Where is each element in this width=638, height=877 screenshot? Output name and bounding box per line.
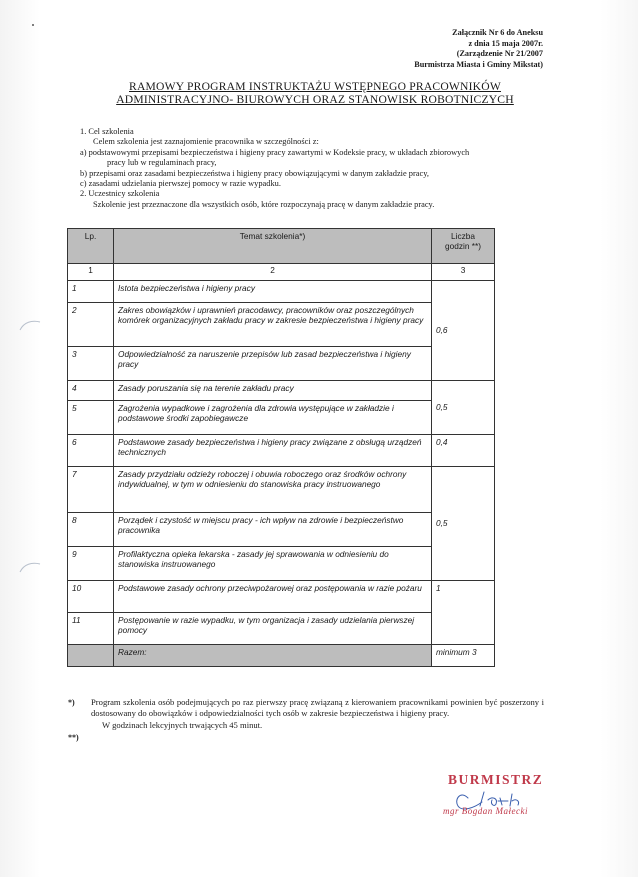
footnote-2: W godzinach lekcyjnych trwających 45 minut.	[102, 719, 263, 730]
total-value: minimum 3	[432, 645, 495, 667]
section-1-text: Celem szkolenia jest zaznajomienie pracownika w szczególności z:	[93, 137, 319, 147]
row-topic: Podstawowe zasady ochrony przeciwpożarowej oraz postępowania w razie pożaru	[114, 581, 432, 613]
annex-line: Załącznik Nr 6 do Aneksu	[452, 28, 543, 37]
header-hours-line-2: godzin **)	[445, 241, 481, 251]
section-1-item-b: b) przepisami oraz zasadami bezpieczeństwa i higieny pracy obowiązującymi w danym zakładzie pracy,	[80, 168, 429, 178]
row-topic: Profilaktyczna opieka lekarska - zasady jej sprawowania w odniesieniu do stanowiska instruowanego	[114, 547, 432, 581]
stamp-title: BURMISTRZ	[448, 772, 544, 787]
table-row	[68, 401, 495, 435]
row-topic: Zakres obowiązków i uprawnień pracodawcy, pracowników oraz poszczególnych komórek organizacyjnych zakładu pracy w zakresie bezpieczeństwa i higieny pracy	[114, 303, 432, 347]
intro-section	[80, 127, 560, 210]
signature-icon	[440, 772, 560, 827]
table-row	[68, 547, 495, 581]
row-lp: 9	[68, 547, 114, 581]
header-lp: Lp.	[68, 229, 114, 264]
section-1-heading: 1. Cel szkolenia	[80, 127, 134, 136]
mayor-stamp	[440, 772, 560, 827]
row-lp: 1	[68, 281, 114, 303]
header-hours-line-1: Liczba	[451, 231, 475, 241]
scan-speck-icon	[28, 20, 38, 30]
table-row	[68, 613, 495, 645]
section-1-item-a: a) podstawowymi przepisami bezpieczeństwa i higieny pracy zawartymi w Kodeksie pracy, w układach zbiorowych	[80, 147, 470, 157]
training-program-table	[67, 228, 495, 667]
section-2-heading: 2. Uczestnicy szkolenia	[80, 189, 160, 199]
header-topic: Temat szkolenia*)	[114, 229, 432, 264]
annex-line: (Zarządzenie Nr 21/2007	[456, 49, 543, 58]
footnote-mark-2: **)	[68, 733, 79, 742]
header-hours	[432, 229, 495, 264]
row-topic: Podstawowe zasady bezpieczeństwa i higieny pracy związane z obsługą urządzeń technicznych	[114, 435, 432, 467]
column-number: 3	[432, 264, 495, 281]
row-lp: 3	[68, 347, 114, 381]
table-row	[68, 435, 495, 467]
row-lp: 11	[68, 613, 114, 645]
table-row	[68, 347, 495, 381]
row-lp: 10	[68, 581, 114, 613]
stamp-name: mgr Bogdan Małecki	[443, 806, 528, 816]
hole-punch-mark-icon	[18, 560, 42, 574]
row-lp: 5	[68, 401, 114, 435]
row-topic: Zasady przydziału odzieży roboczej i obuwia roboczego oraz środków ochrony indywidualnej, w tym w odniesieniu do stanowiska pracy instruowanego	[114, 467, 432, 513]
footnote-mark-1: *)	[68, 698, 75, 707]
column-number: 2	[114, 264, 432, 281]
row-lp: 8	[68, 513, 114, 547]
table-total-row	[68, 645, 495, 667]
total-label: Razem:	[114, 645, 432, 667]
row-topic: Zasady poruszania się na terenie zakładu pracy	[114, 381, 432, 401]
row-hours: 1	[432, 581, 495, 645]
row-lp: 6	[68, 435, 114, 467]
row-hours: 0,5	[432, 467, 495, 581]
row-topic: Zagrożenia wypadkowe i zagrożenia dla zdrowia występujące w zakładzie i podstawowe środki zapobiegawcze	[114, 401, 432, 435]
section-1-item-a-cont: pracy lub w regulaminach pracy,	[107, 158, 217, 168]
table-row	[68, 467, 495, 513]
footnote-1: Program szkolenia osób podejmujących po raz pierwszy pracę związaną z kierowaniem pracownikami powinien być poszerzony i dostosowany do obowiązków i odpowiedzialności tych osób w zakresie bezpieczeństwa i higieny pracy.	[91, 697, 544, 719]
total-empty-cell	[68, 645, 114, 667]
row-topic: Odpowiedzialność za naruszenie przepisów lub zasad bezpieczeństwa i higieny pracy	[114, 347, 432, 381]
annex-note	[414, 28, 543, 70]
row-hours: 0,6	[432, 281, 495, 381]
annex-line: Burmistrza Miasta i Gminy Mikstat)	[414, 59, 543, 69]
row-lp: 4	[68, 381, 114, 401]
row-hours: 0,5	[432, 381, 495, 435]
column-number: 1	[68, 264, 114, 281]
column-number-row	[68, 264, 495, 281]
annex-line: z dnia 15 maja 2007r.	[468, 38, 543, 48]
row-topic: Istota bezpieczeństwa i higieny pracy	[114, 281, 432, 303]
title-line-1: RAMOWY PROGRAM INSTRUKTAŻU WSTĘPNEGO PRACOWNIKÓW	[129, 80, 501, 93]
table-row	[68, 281, 495, 303]
row-lp: 2	[68, 303, 114, 347]
table-header-row	[68, 229, 495, 264]
section-1-item-c: c) zasadami udzielania pierwszej pomocy w razie wypadku.	[80, 179, 281, 189]
row-hours: 0,4	[432, 435, 495, 467]
footnotes	[68, 697, 544, 742]
document-title	[80, 80, 550, 106]
row-lp: 7	[68, 467, 114, 513]
row-topic: Porządek i czystość w miejscu pracy - ich wpływ na zdrowie i bezpieczeństwo pracownika	[114, 513, 432, 547]
hole-punch-mark-icon	[18, 318, 42, 332]
row-topic: Postępowanie w razie wypadku, w tym organizacja i zasady udzielania pierwszej pomocy	[114, 613, 432, 645]
table-row	[68, 581, 495, 613]
title-line-2: ADMINISTRACYJNO- BIUROWYCH ORAZ STANOWISK ROBOTNICZYCH	[116, 93, 514, 106]
table-row	[68, 381, 495, 401]
section-2-text: Szkolenie jest przeznaczone dla wszystkich osób, które rozpoczynają pracę w danym zakładzie pracy.	[93, 199, 435, 209]
table-row	[68, 513, 495, 547]
table-row	[68, 303, 495, 347]
